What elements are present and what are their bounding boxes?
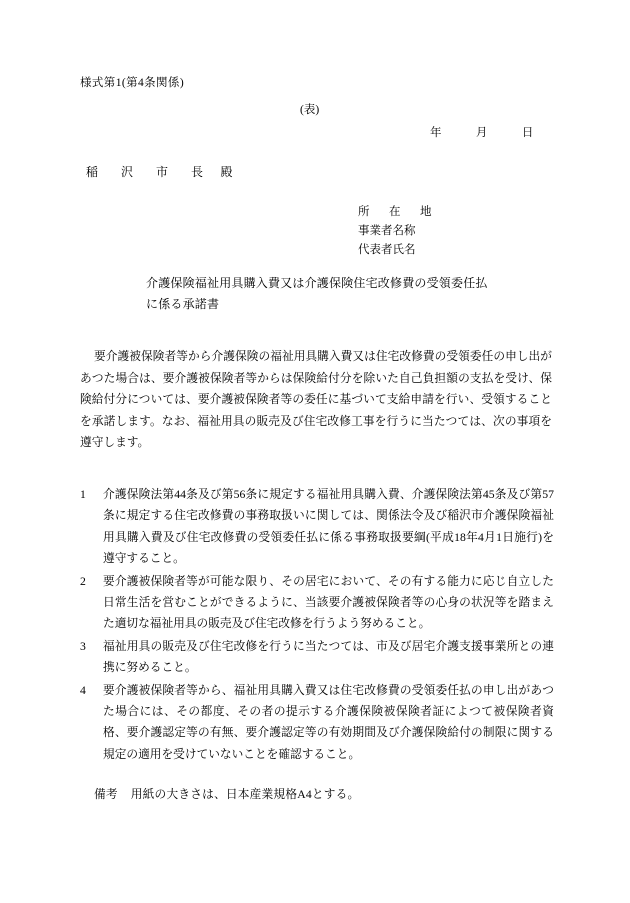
page-title-line2: に係る承諾書 <box>146 297 220 311</box>
date-year-label: 年 <box>430 127 442 139</box>
form-number: 様式第1(第4条関係) <box>80 77 185 89</box>
footnote-label: 備考 <box>94 788 118 801</box>
label-representative-name: 代表者氏名 <box>358 244 416 256</box>
body-paragraph-text: 要介護被保険者等から介護保険の福祉用具購入費又は住宅改修費の受領委任の申し出があつた場合は、要介護被保険者等からは保険給付分を除いた自己負担額の支払を受け、保険給付分については、要介護被保険者等の委任に基づいて支給申請を行い、受領することを承諾します。なお、福祉用具の販売及び住宅改修工事を行うに当たつては、次の事項を遵守します。 <box>80 350 552 449</box>
list-item <box>80 484 554 570</box>
list-item-number: 3 <box>80 639 86 653</box>
footnote-text: 用紙の大きさは、日本産業規格A4とする。 <box>130 788 360 801</box>
list-item-text: 要介護被保険者等から、福祉用具購入費又は住宅改修費の受領委任払の申し出があつた場合には、その都度、その者の提示する介護保険被保険者証によつて被保険者資格、要介護認定等の有無、要介護認定等の有効期間及び介護保険給付の制限に関する規定の適用を受けていないことを確認すること。 <box>103 683 554 761</box>
list-item <box>80 571 554 635</box>
issuer-labels <box>358 203 436 260</box>
list-item <box>80 680 554 766</box>
footnote <box>94 786 359 802</box>
body-paragraph <box>80 346 552 454</box>
label-business-name: 事業者名称 <box>358 225 416 237</box>
addressee-name: 稲 沢 市 長 <box>86 165 209 179</box>
list-item-text: 介護保険法第44条及び第56条に規定する福祉用具購入費、介護保険法第45条及び第57条に規定する住宅改修費の事務取扱いに関しては、関係法令及び稲沢市介護保険福祉用具購入費及び住宅改修費の受領委任払に係る事務取扱要綱(平成18年4月1日施行)を遵守すること。 <box>103 488 554 566</box>
list-item-text: 要介護被保険者等が可能な限り、その居宅において、その有する能力に応じ自立した日常生活を営むことができるように、当該要介護被保険者等の心身の状況等を踏まえた適切な福祉用具の販売及び住宅改修を行うよう努めること。 <box>103 574 554 631</box>
date-line <box>430 124 534 140</box>
label-address: 所 在 地 <box>358 206 436 218</box>
numbered-list <box>80 484 554 766</box>
list-item-text: 福祉用具の販売及び住宅改修を行うに当たつては、市及び居宅介護支援事業所との連携に努めること。 <box>103 639 554 675</box>
list-item <box>80 636 554 679</box>
date-day-label: 日 <box>521 127 534 139</box>
date-month-label: 月 <box>475 127 488 139</box>
table-mark: (表) <box>300 104 320 116</box>
list-item-number: 1 <box>80 488 86 501</box>
list-item-number: 4 <box>80 683 86 697</box>
list-item-number: 2 <box>80 574 86 588</box>
page-title-line1: 介護保険福祉用具購入費又は介護保険住宅改修費の受領委任払 <box>146 276 488 290</box>
addressee-honorific: 殿 <box>220 165 239 179</box>
page-title <box>146 273 488 315</box>
addressee <box>86 163 238 180</box>
